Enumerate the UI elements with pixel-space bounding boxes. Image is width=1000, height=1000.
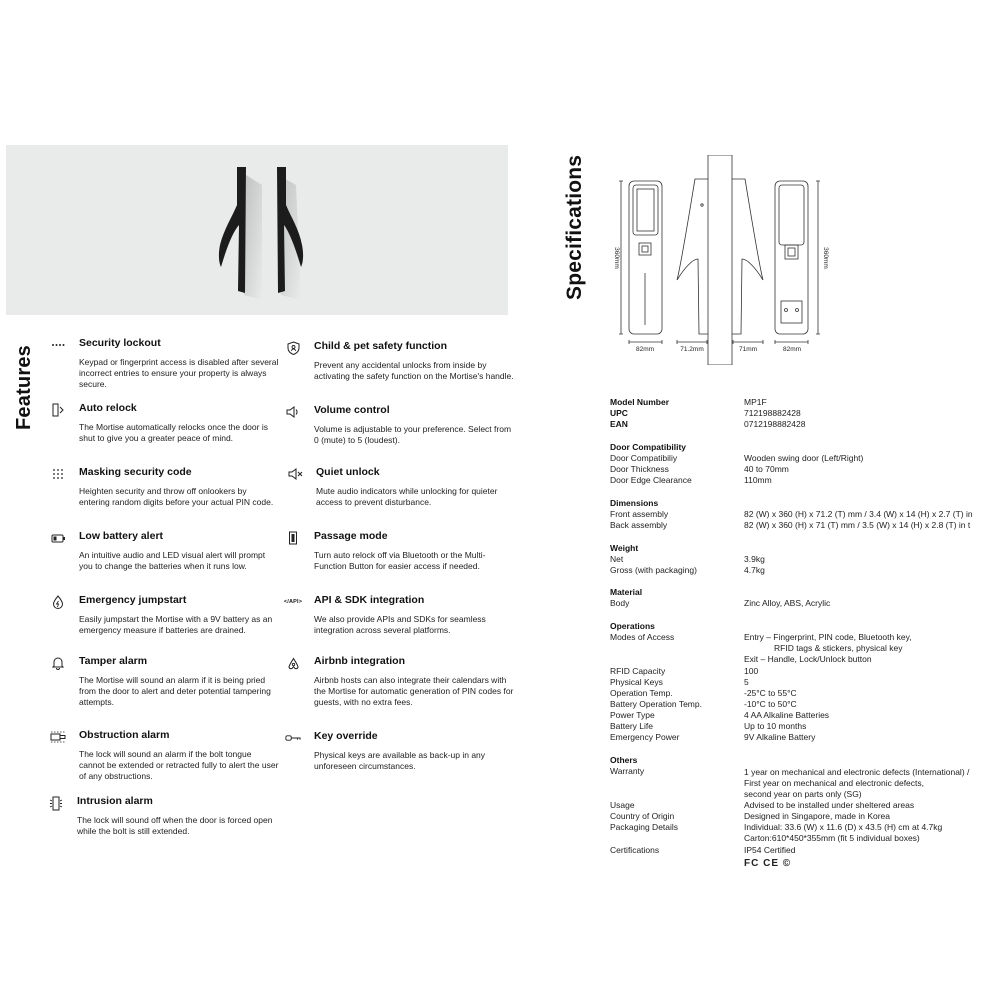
speaker-mute-icon	[287, 467, 303, 481]
spec-value-body: Zinc Alloy, ABS, Acrylic	[744, 598, 831, 608]
spec-label-batt-life: Battery Life	[610, 721, 653, 731]
feature-description: We also provide APIs and SDKs for seamless integration across several platforms.	[314, 614, 486, 635]
certification-marks: FC CE ©	[744, 858, 792, 869]
spec-value-power-type: 4 AA Alkaline Batteries	[744, 710, 830, 720]
spec-label-door-thickness: Door Thickness	[610, 464, 669, 474]
feature-airbnb-integration	[314, 655, 514, 708]
spec-value-keys: 5	[744, 677, 749, 687]
spec-value-net: 3.9kg	[744, 554, 765, 564]
depth-front-label: 71.2mm	[680, 346, 704, 353]
spec-value-warranty-3: second year on parts only (SG)	[744, 789, 862, 799]
feature-title: Low battery alert	[79, 530, 164, 542]
feature-passage-mode	[314, 530, 514, 572]
spec-label-emerg-power: Emergency Power	[610, 732, 680, 742]
feature-title: Passage mode	[314, 530, 388, 542]
feature-api-sdk-integration	[283, 594, 514, 636]
feature-masking-security-code	[79, 466, 279, 508]
spec-label-body: Body	[610, 598, 630, 608]
bell-icon	[50, 656, 66, 670]
feature-title: Child & pet safety function	[314, 340, 448, 352]
spec-section-operations: Operations	[610, 621, 655, 631]
spec-value-origin: Designed in Singapore, made in Korea	[744, 811, 891, 821]
spec-label-origin: Country of Origin	[610, 811, 675, 821]
spec-label-power-type: Power Type	[610, 710, 655, 720]
spec-value-emerg-power: 9V Alkaline Battery	[744, 732, 816, 742]
feature-title: Obstruction alarm	[79, 729, 170, 741]
spec-value-usage: Advised to be installed under sheltered areas	[744, 800, 915, 810]
hero-product-image	[6, 145, 508, 315]
spec-value-packaging-2: Carton:610*450*355mm (fit 5 individual boxes)	[744, 833, 920, 843]
spec-value-modes-entry-cont: RFID tags & stickers, physical key	[774, 643, 903, 653]
feature-quiet-unlock	[316, 466, 516, 508]
spec-label-rfid: RFID Capacity	[610, 666, 666, 676]
feature-title: Quiet unlock	[316, 466, 380, 478]
spec-value-door-thickness: 40 to 70mm	[744, 464, 789, 474]
spec-label-warranty: Warranty	[610, 766, 645, 776]
feature-description: Keypad or fingerprint access is disabled after several incorrect entries to ensure your property is always secure.	[79, 357, 279, 389]
spec-label-upc: UPC	[610, 408, 628, 418]
width-back-label: 82mm	[782, 346, 802, 353]
dimension-diagram	[595, 155, 835, 365]
spec-label-ean: EAN	[610, 419, 628, 429]
feature-emergency-jumpstart	[79, 594, 279, 636]
battery-alert-icon	[50, 531, 66, 545]
feature-description: Airbnb hosts can also integrate their calendars with the Mortise for automatic generation of PIN codes for guests, with no extra fees.	[314, 675, 514, 707]
feature-auto-relock	[79, 402, 279, 444]
spec-value-model-number: MP1F	[744, 397, 767, 407]
spec-label-net: Net	[610, 554, 624, 564]
feature-security-lockout	[79, 337, 279, 390]
feature-title: Tamper alarm	[79, 655, 148, 667]
spec-label-packaging: Packaging Details	[610, 822, 679, 832]
spec-value-batt-life: Up to 10 months	[744, 721, 807, 731]
feature-title: Airbnb integration	[314, 655, 405, 667]
dots-icon	[50, 338, 66, 352]
spec-label-front-assembly: Front assembly	[610, 509, 669, 519]
spec-value-modes-entry: Entry – Fingerprint, PIN code, Bluetooth key,	[744, 632, 912, 642]
spec-value-modes-exit: Exit – Handle, Lock/Unlock button	[744, 654, 872, 664]
spec-section-material: Material	[610, 587, 643, 597]
api-tag-text: </API>	[283, 599, 303, 605]
feature-description: Prevent any accidental unlocks from inside by activating the safety function on the Mortise's handle.	[314, 360, 514, 381]
keypad-grid-icon	[50, 467, 66, 481]
passage-door-icon	[285, 531, 301, 545]
spec-value-warranty-2: First year on mechanical and electronic defects,	[744, 778, 925, 788]
spec-label-keys: Physical Keys	[610, 677, 663, 687]
feature-title: Security lockout	[79, 337, 161, 349]
spec-label-batt-temp: Battery Operation Temp.	[610, 699, 702, 709]
key-icon	[285, 731, 301, 745]
feature-low-battery-alert	[79, 530, 279, 572]
feature-title: Emergency jumpstart	[79, 594, 187, 606]
feature-title: API & SDK integration	[314, 594, 425, 606]
lock-dimension-drawing	[595, 155, 835, 365]
spec-label-model-number: Model Number	[610, 397, 670, 407]
feature-title: Volume control	[314, 404, 390, 416]
spec-value-upc: 712198882428	[744, 408, 801, 418]
spec-value-packaging-1: Individual: 33.6 (W) x 11.6 (D) x 43.5 (H) cm at 4.7kg	[744, 822, 943, 832]
spec-section-others: Others	[610, 755, 638, 765]
features-heading: Features	[13, 345, 35, 430]
bolt-icon	[50, 730, 66, 744]
spec-label-certs: Certifications	[610, 845, 660, 855]
spec-label-door-compat: Door Compatibiliy	[610, 453, 678, 463]
spec-label-door-edge: Door Edge Clearance	[610, 475, 692, 485]
power-drop-icon	[50, 595, 66, 609]
spec-value-warranty-1: 1 year on mechanical and electronic defects (International) /	[744, 767, 970, 777]
feature-description: The Mortise will sound an alarm if it is being pried from the door to alert and deter potential tampering attempts.	[79, 675, 271, 707]
spec-value-door-edge: 110mm	[744, 475, 772, 485]
feature-description: Physical keys are available as back-up in any unforeseen circumstances.	[314, 750, 486, 771]
feature-description: The lock will sound an alarm if the bolt tongue cannot be extended or retracted fully to alert the user of any obstructions.	[79, 749, 279, 781]
feature-description: An intuitive audio and LED visual alert will prompt you to change the batteries when it runs low.	[79, 550, 266, 571]
spec-section-dimensions: Dimensions	[610, 498, 659, 508]
feature-child-pet-safety	[314, 340, 514, 382]
spec-value-front-assembly: 82 (W) x 360 (H) x 71.2 (T) mm / 3.4 (W) x 14 (H) x 2.7 (T) in	[744, 509, 973, 519]
feature-volume-control	[314, 404, 514, 446]
feature-description: Volume is adjustable to your preference. Select from 0 (mute) to 5 (loudest).	[314, 424, 512, 445]
spec-value-door-compat: Wooden swing door (Left/Right)	[744, 453, 864, 463]
spec-label-gross: Gross (with packaging)	[610, 565, 697, 575]
feature-description: The lock will sound off when the door is forced open while the bolt is still extended.	[77, 815, 273, 836]
feature-obstruction-alarm	[79, 729, 279, 782]
airbnb-icon	[285, 656, 301, 670]
feature-key-override	[314, 730, 514, 772]
speaker-icon	[285, 405, 301, 419]
feature-title: Masking security code	[79, 466, 192, 478]
feature-description: Easily jumpstart the Mortise with a 9V battery as an emergency measure if batteries are drained.	[79, 614, 273, 635]
spec-label-op-temp: Operation Temp.	[610, 688, 673, 698]
width-front-label: 82mm	[635, 346, 655, 353]
spec-value-back-assembly: 82 (W) x 360 (H) x 71 (T) mm / 3.5 (W) x 14 (H) x 2.8 (T) in t	[744, 520, 971, 530]
spec-label-modes: Modes of Access	[610, 632, 675, 642]
spec-label-back-assembly: Back assembly	[610, 520, 668, 530]
spec-value-certs: IP54 Certified	[744, 845, 796, 855]
spec-value-op-temp: -25°C to 55°C	[744, 688, 797, 698]
spec-section-weight: Weight	[610, 543, 639, 553]
spec-value-batt-temp: -10°C to 50°C	[744, 699, 797, 709]
specifications-heading: Specifications	[563, 154, 586, 300]
spec-value-ean: 0712198882428	[744, 419, 806, 429]
feature-description: The Mortise automatically relocks once the door is shut to give you a greater peace of mind.	[79, 422, 268, 443]
feature-description: Turn auto relock off via Bluetooth or the Multi-Function Button for easier access if needed.	[314, 550, 486, 571]
feature-title: Intrusion alarm	[77, 795, 153, 807]
feature-tamper-alarm	[79, 655, 279, 708]
spec-section-door-compatibility: Door Compatibility	[610, 442, 687, 452]
door-relock-icon	[50, 403, 66, 417]
spec-value-rfid: 100	[744, 666, 759, 676]
height-right-label: 360mm	[822, 247, 829, 269]
shield-child-icon	[285, 341, 301, 355]
spec-label-usage: Usage	[610, 800, 635, 810]
lock-handles-illustration	[6, 145, 508, 315]
api-tag-icon	[278, 595, 308, 609]
spec-value-gross: 4.7kg	[744, 565, 765, 575]
feature-description: Heighten security and throw off onlookers by entering random digits before your actual PIN code.	[79, 486, 274, 507]
feature-description: Mute audio indicators while unlocking for quieter access to prevent disturbance.	[316, 486, 498, 507]
height-left-label: 360mm	[613, 247, 620, 269]
feature-intrusion-alarm	[77, 795, 277, 837]
depth-back-label: 71mm	[738, 346, 758, 353]
feature-title: Auto relock	[79, 402, 137, 414]
feature-title: Key override	[314, 730, 378, 742]
intrusion-icon	[48, 796, 64, 810]
